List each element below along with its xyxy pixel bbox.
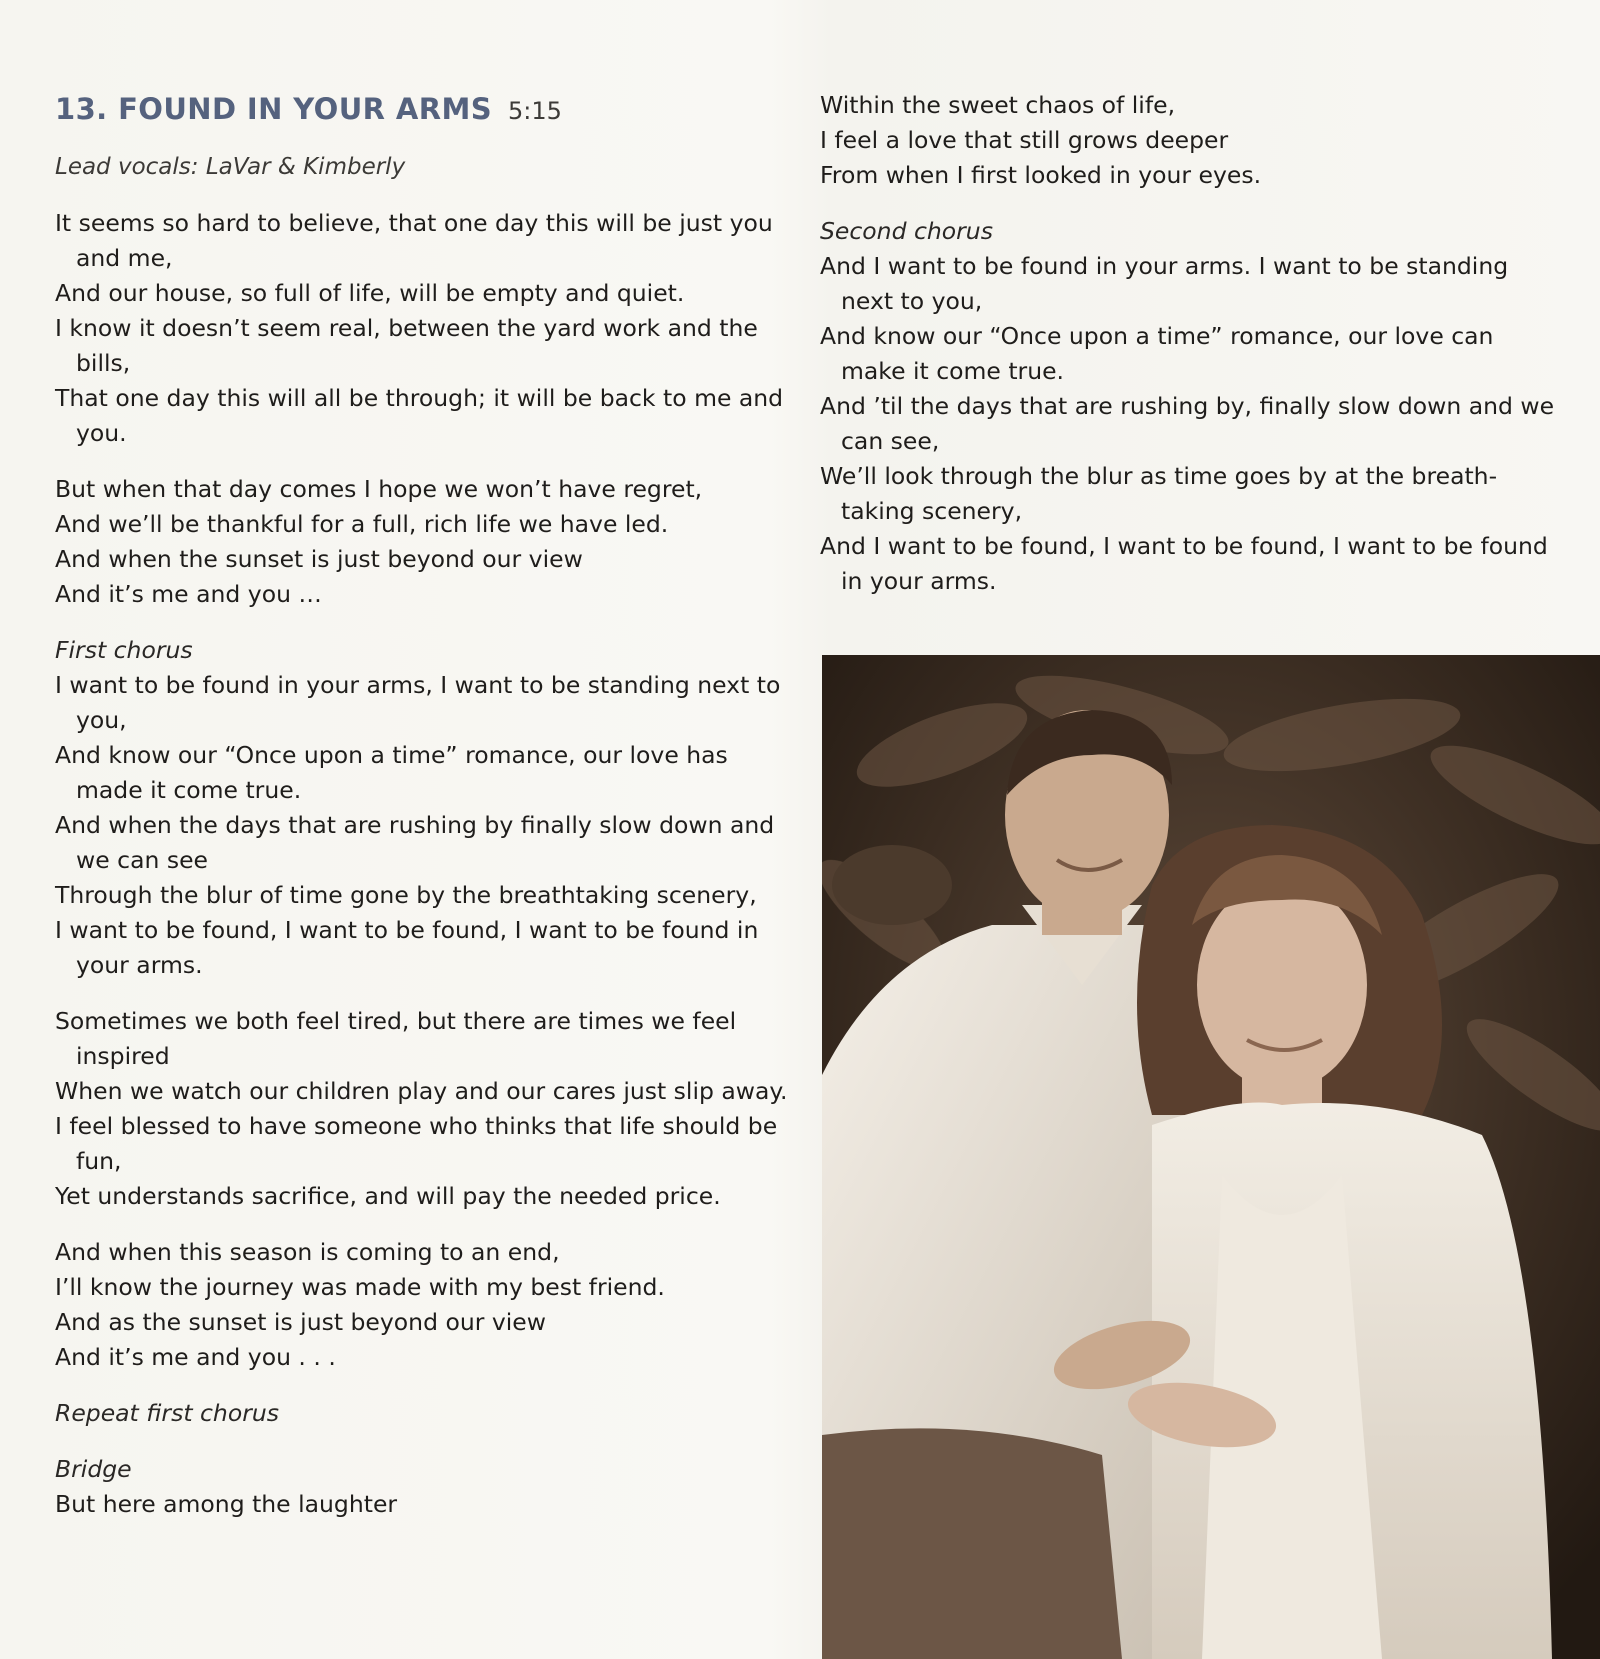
couple-photo-illustration	[822, 655, 1600, 1659]
lyric-line: And when the sunset is just beyond our view	[55, 545, 583, 573]
lyric-line: And I want to be found in your arms. I want to be standing next to you,	[820, 252, 1509, 315]
lyric-line: I feel blessed to have someone who thinks that life should be fun,	[55, 1112, 778, 1175]
song-title: 13. FOUND IN YOUR ARMS	[55, 92, 492, 126]
lyric-line: Yet understands sacrifice, and will pay the needed price.	[55, 1182, 721, 1210]
lyric-stanza	[55, 633, 795, 983]
lyric-line: And when the days that are rushing by finally slow down and we can see	[55, 811, 775, 874]
right-lyrics	[820, 88, 1560, 599]
lyric-line: And know our “Once upon a time” romance, our love can make it come true.	[820, 322, 1494, 385]
lyric-line: Sometimes we both feel tired, but there are times we feel inspired	[55, 1007, 737, 1070]
stanza-label: Bridge	[55, 1455, 132, 1483]
stanza-label: Repeat first chorus	[55, 1399, 280, 1427]
lyric-stanza	[55, 206, 795, 451]
lyric-stanza	[55, 1452, 795, 1522]
lyric-line: And it’s me and you …	[55, 580, 322, 608]
right-column	[820, 88, 1560, 620]
lyric-line: Through the blur of time gone by the breathtaking scenery,	[55, 881, 757, 909]
song-duration: 5:15	[508, 97, 562, 125]
vocal-credit: Lead vocals: LaVar & Kimberly	[55, 154, 406, 180]
lyric-stanza	[55, 1396, 795, 1431]
lyric-line: And I want to be found, I want to be found, I want to be found in your arms.	[820, 532, 1548, 595]
lyric-line: I want to be found in your arms, I want to be standing next to you,	[55, 671, 781, 734]
lyric-line: And as the sunset is just beyond our view	[55, 1308, 546, 1336]
lyric-line: And it’s me and you . . .	[55, 1343, 336, 1371]
lyric-line: And ’til the days that are rushing by, finally slow down and we can see,	[820, 392, 1555, 455]
lyric-line: It seems so hard to believe, that one day this will be just you and me,	[55, 209, 773, 272]
left-lyrics	[55, 206, 795, 1522]
lyric-line: That one day this will all be through; it will be back to me and you.	[55, 384, 784, 447]
song-header	[55, 92, 795, 126]
lyric-stanza	[820, 214, 1560, 599]
lyric-line: I’ll know the journey was made with my best friend.	[55, 1273, 665, 1301]
lyric-line: And know our “Once upon a time” romance, our love has made it come true.	[55, 741, 728, 804]
lyric-line: But when that day comes I hope we won’t have regret,	[55, 475, 703, 503]
stanza-label: Second chorus	[820, 217, 993, 245]
couple-photo	[822, 655, 1600, 1659]
lyric-line: And we’ll be thankful for a full, rich life we have led.	[55, 510, 669, 538]
lyric-stanza	[55, 472, 795, 612]
lyric-line: I feel a love that still grows deeper	[820, 126, 1229, 154]
lyric-stanza	[55, 1235, 795, 1375]
lyric-line: But here among the laughter	[55, 1490, 398, 1518]
lyric-line: Within the sweet chaos of life,	[820, 91, 1176, 119]
left-column	[55, 92, 795, 1543]
stanza-label: First chorus	[55, 636, 193, 664]
lyric-line: When we watch our children play and our cares just slip away.	[55, 1077, 788, 1105]
lyric-line: I know it doesn’t seem real, between the yard work and the bills,	[55, 314, 758, 377]
lyric-stanza	[55, 1004, 795, 1214]
lyric-line: From when I first looked in your eyes.	[820, 161, 1262, 189]
lyric-line: And our house, so full of life, will be empty and quiet.	[55, 279, 685, 307]
lyric-line: And when this season is coming to an end,	[55, 1238, 560, 1266]
lyric-line: I want to be found, I want to be found, I want to be found in your arms.	[55, 916, 759, 979]
lyric-line: We’ll look through the blur as time goes by at the breath-taking scenery,	[820, 462, 1498, 525]
lyric-stanza	[820, 88, 1560, 193]
